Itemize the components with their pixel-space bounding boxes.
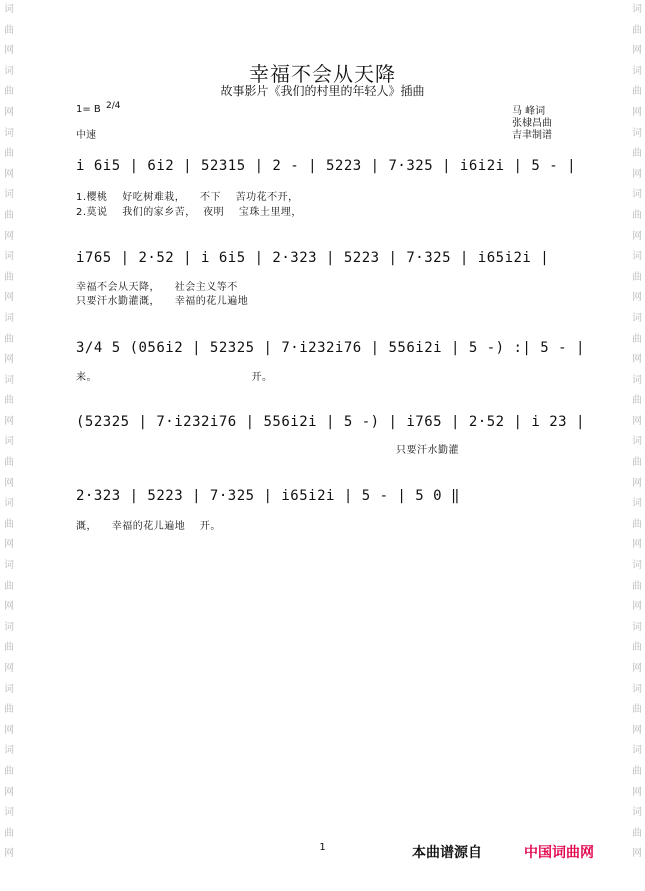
- lyric-line-2-verse-1: 幸福不会从天降， 社会主义等不: [76, 282, 238, 293]
- lyric-line-4: 只要汗水勤灌: [396, 445, 459, 456]
- lyric-line-1-verse-1: 1.樱桃 好吃树难栽， 不下 苦功花不开，: [76, 192, 299, 203]
- lyricist-credit: 马 峰词: [512, 106, 546, 117]
- lyric-line-5: 溉， 幸福的花儿遍地 开。: [76, 521, 221, 532]
- source-site-link[interactable]: 中国词曲网: [524, 845, 594, 861]
- watermark-left: 词曲网词曲网词曲网词曲网词曲网词曲网词曲网词曲网词曲网词曲网词曲网词曲网词曲网词曲网: [4, 4, 14, 860]
- score-line-1: i 6i5 | 6i2 | 52315 | 2 - | 5223 | 7·325 | i6i2i | 5 - |: [76, 158, 577, 174]
- lyric-line-1-verse-2: 2.莫说 我们的家乡苦， 夜明 宝珠土里埋，: [76, 207, 302, 218]
- score-line-5: 2·323 | 5223 | 7·325 | i65i2i | 5 - | 5 0 ‖: [76, 488, 460, 504]
- score-line-2: i765 | 2·52 | i 6i5 | 2·323 | 5223 | 7·325 | i65i2i |: [76, 250, 550, 266]
- notation-credit: 吉聿制谱: [512, 130, 552, 141]
- tempo-marking: 中速: [76, 130, 96, 141]
- song-title: 幸福不会从天降: [249, 62, 396, 86]
- time-signature: 2/4: [106, 101, 121, 111]
- watermark-right: 词曲网词曲网词曲网词曲网词曲网词曲网词曲网词曲网词曲网词曲网词曲网词曲网词曲网词曲网: [632, 4, 642, 860]
- score-line-3: 3/4 5 (056i2 | 52325 | 7·i232i76 | 556i2i | 5 -) :| 5 - |: [76, 340, 585, 356]
- lyric-line-2-verse-2: 只要汗水勤灌溉， 幸福的花儿遍地: [76, 296, 249, 307]
- key-signature: 1= B: [76, 104, 101, 115]
- score-line-4: (52325 | 7·i232i76 | 556i2i | 5 -) | i765 | 2·52 | i 23 |: [76, 414, 585, 430]
- song-subtitle: 故事影片《我们的村里的年轻人》插曲: [220, 84, 425, 98]
- source-label: 本曲谱源自: [412, 845, 482, 861]
- lyric-line-3: 来。 开。: [76, 372, 273, 383]
- page-number: 1: [319, 842, 326, 853]
- composer-credit: 张棣昌曲: [512, 118, 552, 129]
